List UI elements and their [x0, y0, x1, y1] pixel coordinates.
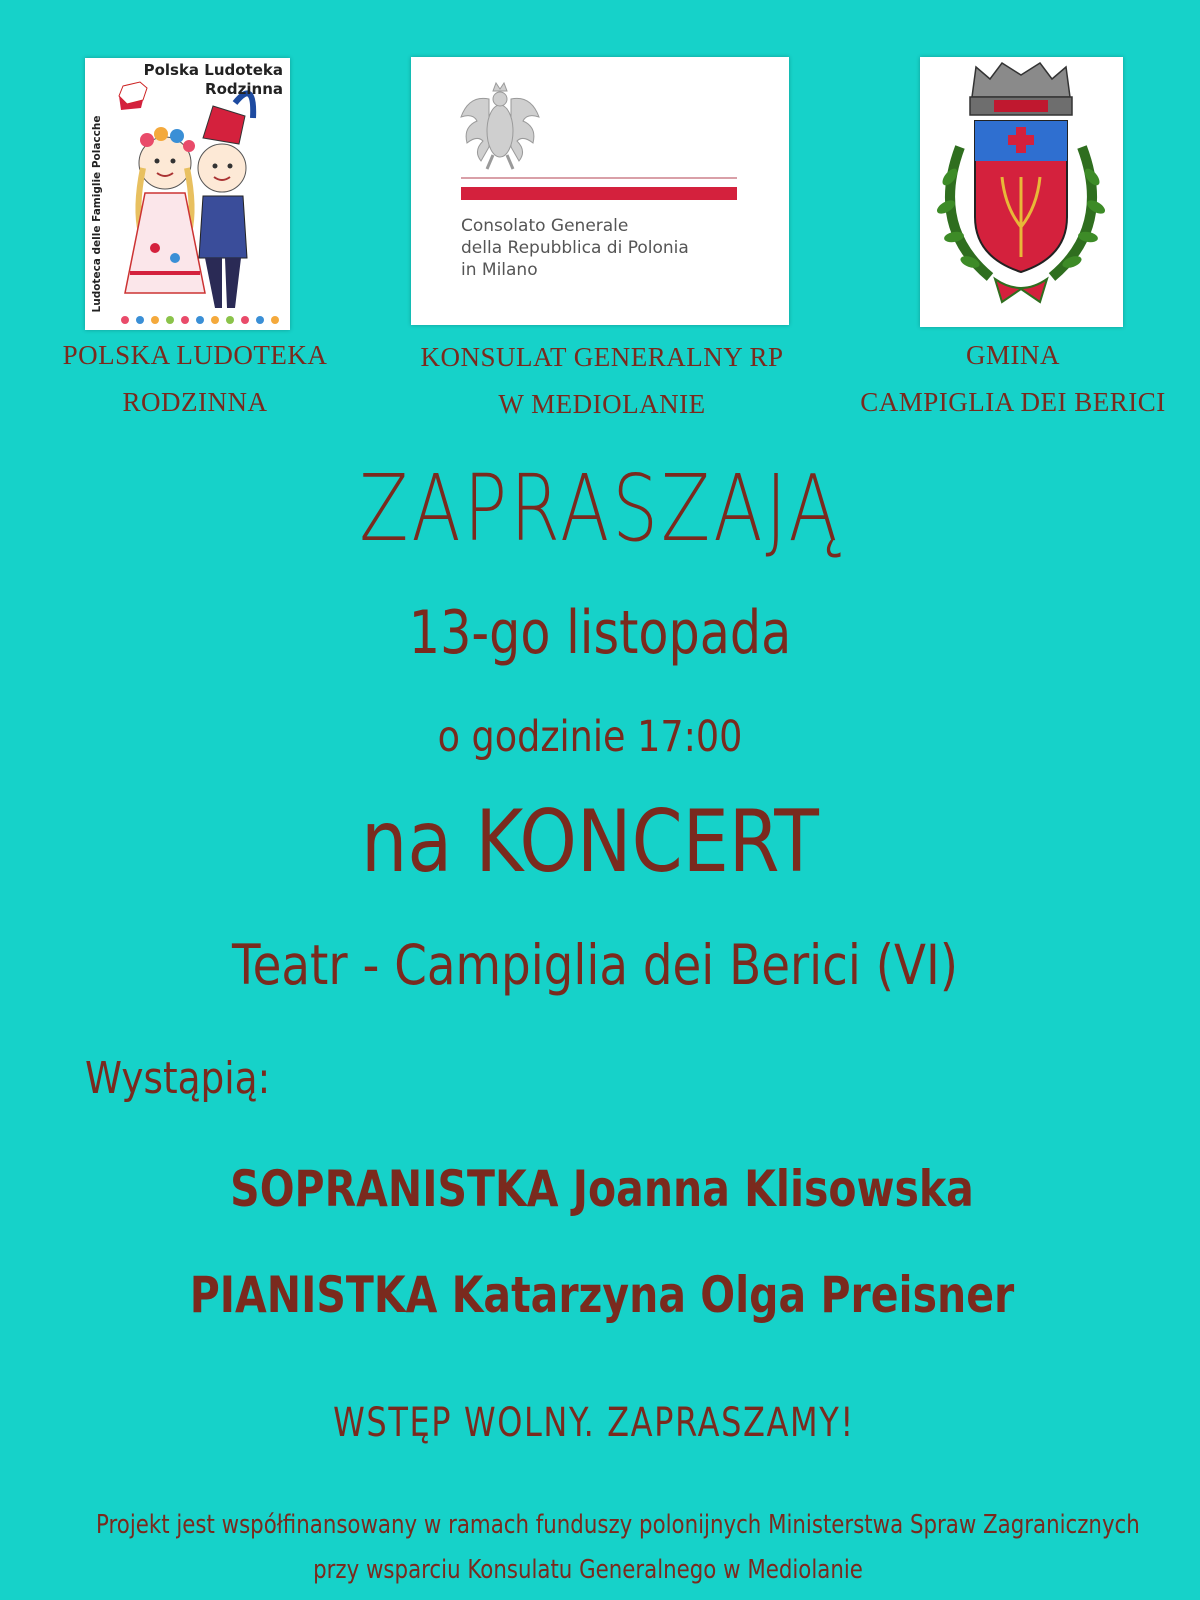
- consulate-line1: Consolato Generale: [461, 216, 629, 236]
- invite-venue: Teatr - Campiglia dei Berici (VI): [232, 933, 958, 997]
- invite-heading: ZAPRASZAJĄ: [359, 455, 841, 562]
- consulate-logo-text: [461, 215, 781, 281]
- ludoteka-title-line2: Rodzinna: [205, 80, 283, 98]
- performer-soprano: SOPRANISTKA Joanna Klisowska: [230, 1160, 974, 1218]
- ludoteka-title-line1: Polska Ludoteka: [143, 61, 283, 79]
- caption-ludoteka-line1: POLSKA LUDOTEKA: [62, 340, 328, 370]
- consulate-logo: [411, 57, 789, 325]
- caption-gmina: [838, 332, 1188, 426]
- caption-consulate-line2: W MEDIOLANIE: [498, 389, 706, 419]
- ludoteka-side-text: Ludoteca delle Famiglie Polacche: [91, 115, 103, 313]
- caption-gmina-line2: CAMPIGLIA DEI BERICI: [860, 387, 1166, 417]
- invite-event: na KONCERT: [361, 792, 819, 892]
- caption-ludoteka: [25, 332, 365, 426]
- caption-consulate: [392, 334, 812, 428]
- consulate-line2: della Repubblica di Polonia: [461, 238, 689, 258]
- invite-time: o godzinie 17:00: [437, 712, 743, 762]
- free-entry-notice: WSTĘP WOLNY. ZAPRASZAMY!: [333, 1400, 855, 1446]
- footer-line1: Projekt jest współfinansowany w ramach funduszy polonijnych Ministerstwa Spraw Zagranicznych: [96, 1510, 1140, 1540]
- caption-gmina-line1: GMINA: [966, 340, 1060, 370]
- footer-line2: przy wsparciu Konsulatu Generalnego w Mediolanie: [313, 1555, 863, 1585]
- performer-pianist: PIANISTKA Katarzyna Olga Preisner: [189, 1266, 1015, 1324]
- invite-date: 13-go listopada: [408, 598, 792, 668]
- consulate-line3: in Milano: [461, 260, 538, 280]
- caption-consulate-line1: KONSULAT GENERALNY RP: [420, 342, 784, 372]
- ludoteka-logo-title: [115, 61, 283, 99]
- caption-ludoteka-line2: RODZINNA: [122, 387, 268, 417]
- performers-heading: Wystąpią:: [85, 1053, 271, 1104]
- ludoteka-logo: [85, 58, 290, 330]
- polish-eagle-emblem: [411, 57, 789, 325]
- coat-of-arms-illustration: [920, 57, 1123, 327]
- gmina-coat-of-arms: [920, 57, 1123, 327]
